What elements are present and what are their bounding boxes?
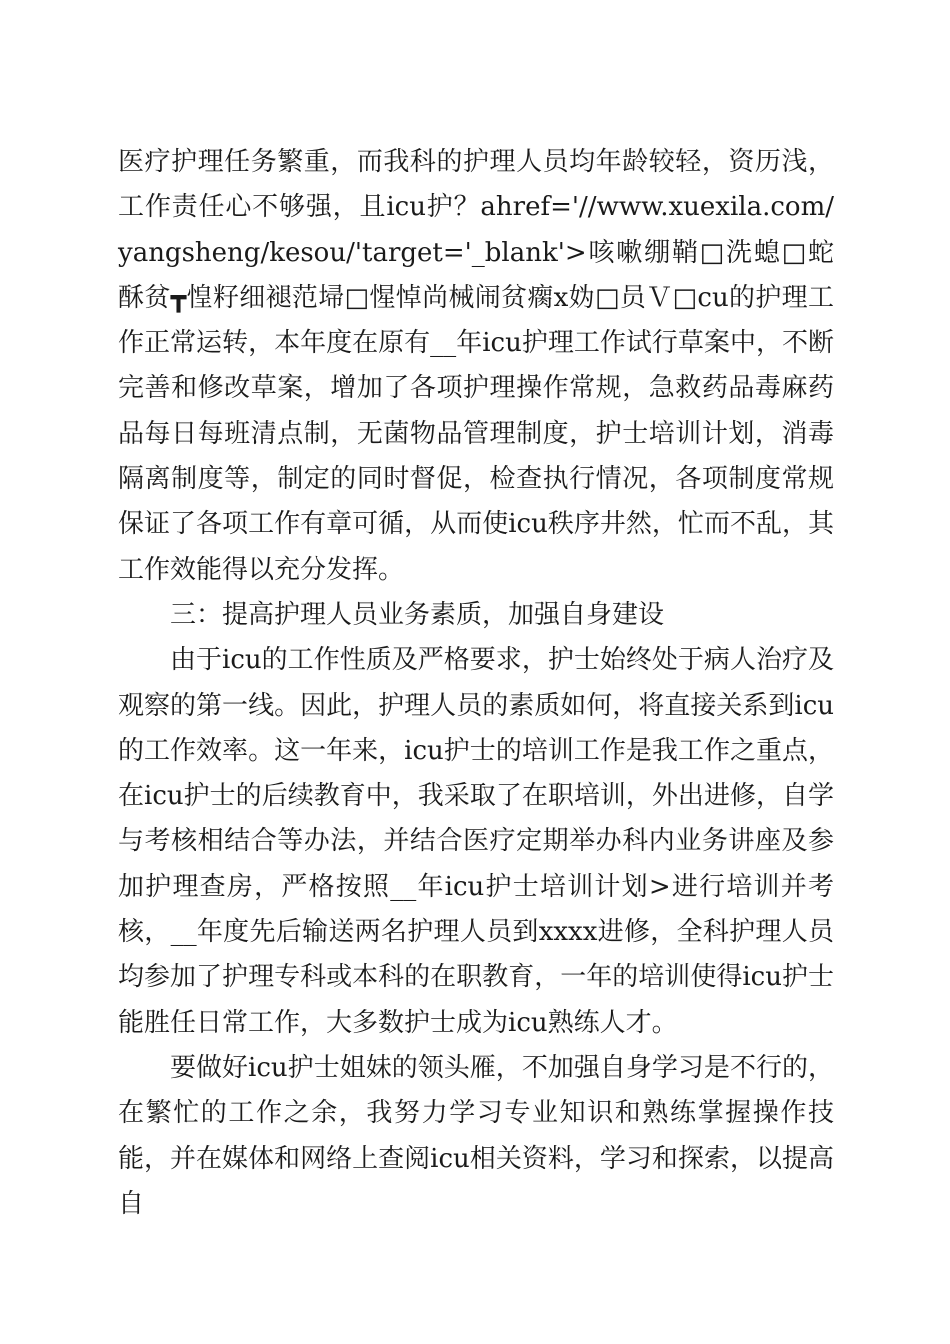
document-body — [118, 140, 834, 1227]
paragraph-icu-management-rules: 医疗护理任务繁重，而我科的护理人员均年龄较轻，资历浅，工作责任心不够强，且icu护？ahref='//www.xuexila.com/yangsheng/kesou/'target='_blank'>咳嗽绷鞘□洗螅□蛇酥贫┳惶籽细褪范埽□惺悼尚械闹贫瘸x妫□员Ｖ□cu的护理工作正常运转，本年度在原有__年icu护理工作试行草案中，不断完善和修改草案，增加了各项护理操作常规，急救药品毒麻药品每日每班清点制，无菌物品管理制度，护士培训计划，消毒隔离制度等，制定的同时督促，检查执行情况，各项制度常规保证了各项工作有章可循，从而使icu秩序井然，忙而不乱，其工作效能得以充分发挥。 — [118, 147, 834, 585]
paragraph-icu-nurse-training: 由于icu的工作性质及严格要求，护士始终处于病人治疗及观察的第一线。因此，护理人员的素质如何，将直接关系到icu的工作效率。这一年来，icu护士的培训工作是我工作之重点，在icu护士的后续教育中，我采取了在职培训，外出进修，自学与考核相结合等办法，并结合医疗定期举办科内业务讲座及参加护理查房，严格按照__年icu护士培训计划>进行培训并考核，__年度先后输送两名护理人员到xxxx进修，全科护理人员均参加了护理专科或本科的在职教育，一年的培训使得icu护士能胜任日常工作，大多数护士成为icu熟练人才。 — [118, 645, 834, 1038]
paragraph-self-learning: 要做好icu护士姐妹的领头雁，不加强自身学习是不行的，在繁忙的工作之余，我努力学习专业知识和熟练掌握操作技能，并在媒体和网络上查阅icu相关资料，学习和探索，以提高自 — [118, 1052, 834, 1219]
section-heading-improve-nursing-quality: 三：提高护理人员业务素质，加强自身建设 — [170, 599, 665, 630]
